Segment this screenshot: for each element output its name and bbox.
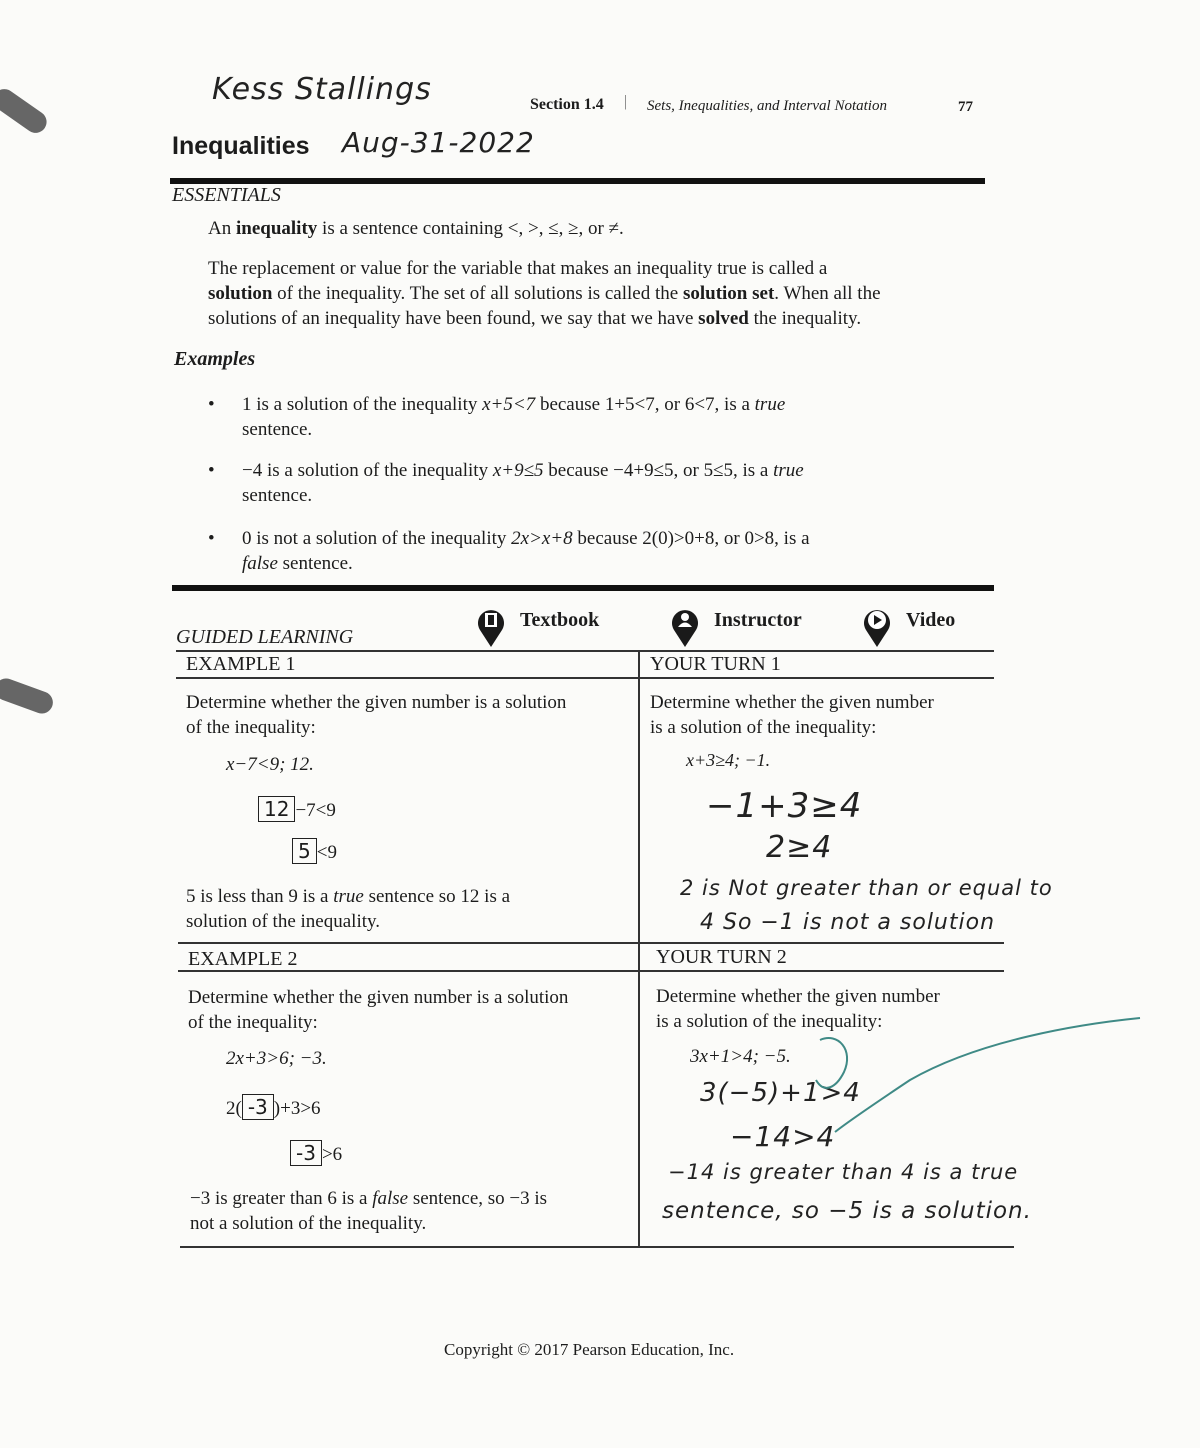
binder-clip-top: [0, 85, 51, 137]
example1-label-rule: [176, 677, 994, 679]
example2-conclusion: −3 is greater than 6 is a false sentence, so −3 is not a solution of the inequality.: [190, 1188, 548, 1234]
examples-heading: Examples: [174, 348, 256, 370]
example2-step2: -3 >6: [290, 1140, 342, 1166]
header-rule: [170, 178, 985, 184]
example-bullet-3: • 0 is not a solution of the inequality 2x>x+8 because 2(0)>0+8, or 0>8, is a false sentence.: [208, 528, 810, 574]
example1-label: EXAMPLE 1: [186, 653, 296, 675]
yourturn1-hw-step1: −1+3≥4: [706, 786, 863, 826]
yourturn1-problem: x+3≥4; −1.: [686, 750, 771, 770]
student-name: Kess Stallings: [212, 72, 432, 107]
solution-definition: The replacement or value for the variable that makes an inequality true is called a solution of the inequality. The set of all solutions is called the solution set. When all the solutions of an inequality have been found, we say that we have solved the inequality.: [208, 258, 881, 329]
video-resource[interactable]: Video: [862, 606, 955, 648]
yourturn2-hw-step1: 3(−5)+1>4: [700, 1078, 861, 1108]
example1-step1: 12 −7<9: [258, 796, 336, 822]
example2-label-rule: [178, 970, 1004, 972]
copyright-footer: Copyright © 2017 Pearson Education, Inc.: [444, 1340, 735, 1359]
yourturn2-prompt: Determine whether the given number is a solution of the inequality:: [656, 986, 940, 1032]
textbook-icon: [476, 606, 506, 648]
guided-learning-heading: GUIDED LEARNING: [176, 626, 354, 648]
example2-step1-box: -3: [242, 1094, 274, 1120]
video-play-icon: [862, 606, 892, 648]
examples-rule: [172, 585, 994, 591]
textbook-resource[interactable]: Textbook: [476, 606, 599, 648]
binder-clip-middle: [0, 675, 56, 716]
yourturn1-hw-conclusion-2: 4 So −1 is not a solution: [700, 910, 996, 935]
yourturn2-hw-conclusion-1: −14 is greater than 4 is a true: [668, 1160, 1019, 1184]
example2-step1: 2( -3 )+3>6: [226, 1095, 321, 1119]
table-bottom-rule: [180, 1246, 1014, 1248]
table-top-rule: [176, 650, 994, 652]
example1-problem: x−7<9; 12.: [226, 754, 314, 775]
section-title: Sets, Inequalities, and Interval Notation: [647, 98, 887, 114]
table-middle-rule: [178, 942, 1004, 944]
green-pen-annotation: [780, 1010, 1150, 1150]
instructor-icon: [670, 606, 700, 648]
yourturn1-prompt: Determine whether the given number is a solution of the inequality:: [650, 692, 934, 738]
handwritten-date: Aug-31-2022: [342, 126, 535, 159]
page-number: 77: [958, 99, 973, 115]
example2-prompt: Determine whether the given number is a solution of the inequality:: [188, 987, 569, 1033]
yourturn2-problem: 3x+1>4; −5.: [690, 1046, 791, 1067]
table-column-divider: [638, 650, 640, 1247]
page-title: Inequalities: [172, 132, 310, 160]
yourturn2-label: YOUR TURN 2: [656, 946, 787, 968]
yourturn1-label: YOUR TURN 1: [650, 653, 781, 675]
example1-conclusion: 5 is less than 9 is a true sentence so 12 is a solution of the inequality.: [186, 886, 511, 932]
yourturn2-hw-conclusion-2: sentence, so −5 is a solution.: [662, 1198, 1032, 1224]
example1-prompt: Determine whether the given number is a solution of the inequality:: [186, 692, 567, 738]
yourturn2-hw-step2: −14>4: [730, 1120, 836, 1153]
example1-step2: 5 <9: [292, 838, 337, 864]
example2-problem: 2x+3>6; −3.: [226, 1048, 327, 1069]
yourturn1-hw-step2: 2≥4: [766, 830, 833, 865]
example2-label: EXAMPLE 2: [188, 948, 298, 970]
section-separator: |: [624, 93, 628, 110]
section-label: Section 1.4: [530, 96, 604, 113]
example-bullet-1: • 1 is a solution of the inequality x+5<7 because 1+5<7, or 6<7, is a true sentence.: [208, 394, 786, 440]
example1-step2-box: 5: [292, 838, 317, 864]
example1-step1-box: 12: [258, 796, 295, 822]
essentials-heading: ESSENTIALS: [172, 184, 281, 206]
inequality-definition: An inequality is a sentence containing <, >, ≤, ≥, or ≠.: [208, 218, 624, 239]
example-bullet-2: • −4 is a solution of the inequality x+9≤5 because −4+9≤5, or 5≤5, is a true sentence.: [208, 460, 804, 506]
yourturn1-hw-conclusion-1: 2 is Not greater than or equal to: [680, 876, 1053, 900]
instructor-resource[interactable]: Instructor: [670, 606, 802, 648]
example2-step2-box: -3: [290, 1140, 322, 1166]
